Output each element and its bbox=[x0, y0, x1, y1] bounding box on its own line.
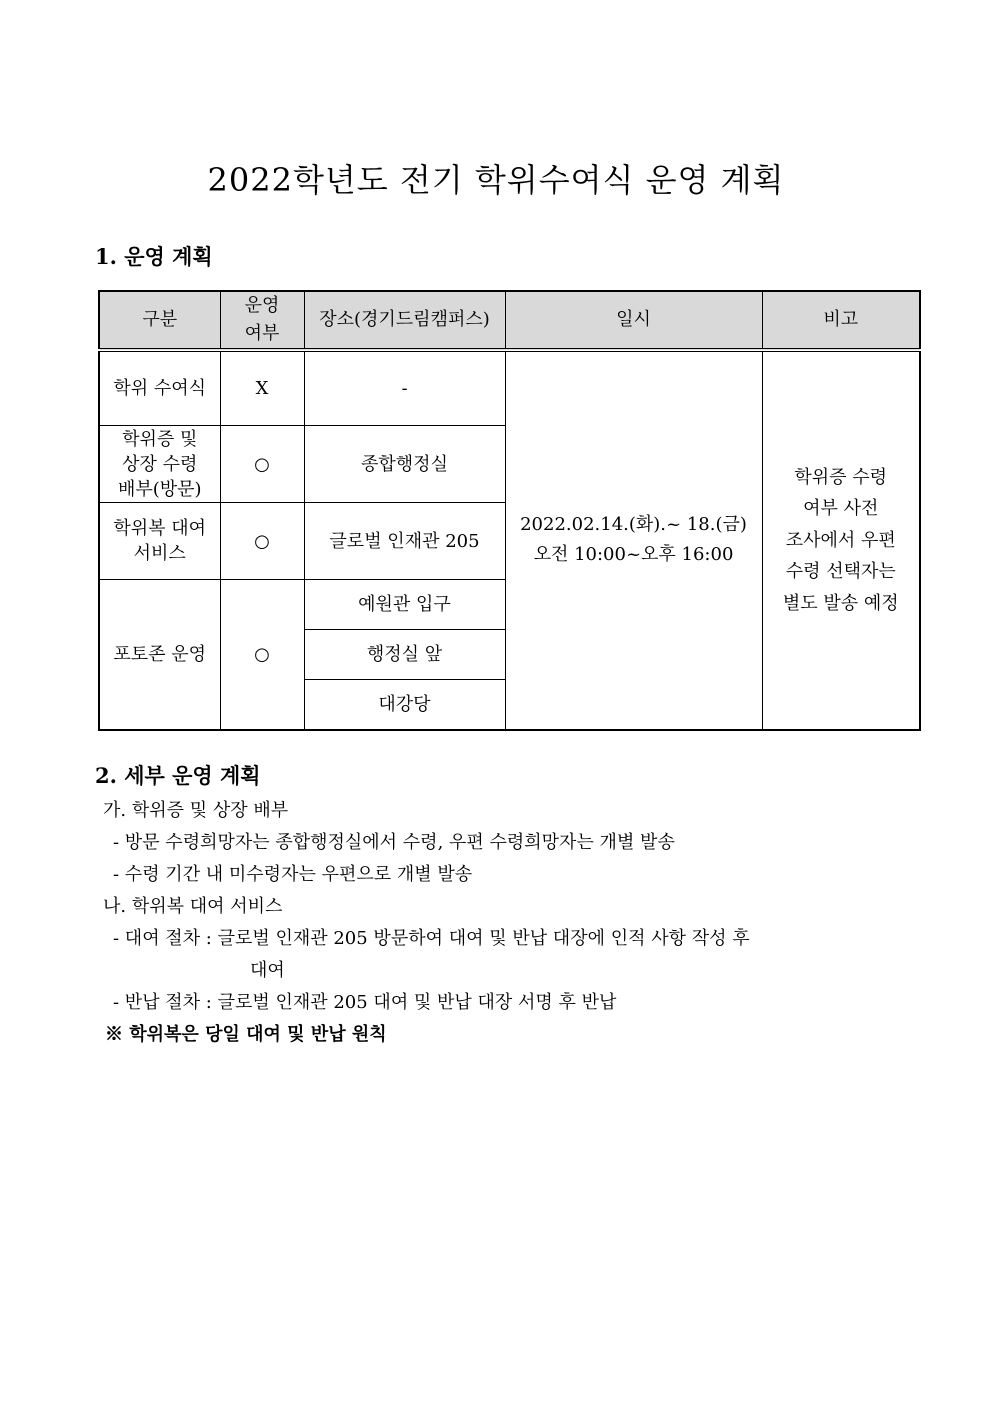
row-category: 포토존 운영 bbox=[99, 580, 220, 730]
section-heading-detail-plan: 2. 세부 운영 계획 bbox=[95, 763, 261, 788]
table-header-row bbox=[99, 291, 920, 350]
header-operate: 운영 여부 bbox=[220, 291, 304, 350]
row-place: 대강당 bbox=[304, 680, 505, 730]
list-item: - 대여 절차 : 글로벌 인재관 205 방문하여 대여 및 반납 대장에 인적 사항 작성 후 bbox=[113, 928, 750, 949]
table-row bbox=[99, 350, 920, 426]
list-item: - 반납 절차 : 글로벌 인재관 205 대여 및 반납 대장 서명 후 반납 bbox=[113, 992, 617, 1013]
page-title: 2022학년도 전기 학위수여식 운영 계획 bbox=[207, 161, 785, 199]
header-category: 구분 bbox=[99, 291, 220, 350]
row-place: 종합행정실 bbox=[304, 426, 505, 503]
header-datetime: 일시 bbox=[505, 291, 762, 350]
row-operate: ○ bbox=[220, 503, 304, 580]
header-note: 비고 bbox=[762, 291, 920, 350]
detail-plan-list bbox=[95, 795, 915, 1051]
row-operate: ○ bbox=[220, 426, 304, 503]
row-operate: X bbox=[220, 350, 304, 426]
row-place: - bbox=[304, 350, 505, 426]
list-item: 가. 학위증 및 상장 배부 bbox=[103, 800, 289, 821]
row-place: 글로벌 인재관 205 bbox=[304, 503, 505, 580]
row-operate: ○ bbox=[220, 580, 304, 730]
list-item: - 방문 수령희망자는 종합행정실에서 수령, 우편 수령희망자는 개별 발송 bbox=[113, 832, 675, 853]
list-item: 대여 bbox=[250, 960, 285, 981]
section-heading-operation-plan: 1. 운영 계획 bbox=[95, 244, 213, 269]
list-item: - 수령 기간 내 미수령자는 우편으로 개별 발송 bbox=[113, 864, 473, 885]
row-category: 학위증 및 상장 수령 배부(방문) bbox=[99, 426, 220, 503]
row-place: 행정실 앞 bbox=[304, 630, 505, 680]
operation-plan-table bbox=[98, 290, 921, 731]
list-item: 나. 학위복 대여 서비스 bbox=[103, 896, 283, 917]
notice-text: ※ 학위복은 당일 대여 및 반납 원칙 bbox=[105, 1024, 387, 1045]
row-place: 예원관 입구 bbox=[304, 580, 505, 630]
note-cell: 학위증 수령 여부 사전 조사에서 우편 수령 선택자는 별도 발송 예정 bbox=[762, 350, 920, 730]
row-category: 학위복 대여 서비스 bbox=[99, 503, 220, 580]
row-category: 학위 수여식 bbox=[99, 350, 220, 426]
header-place: 장소(경기드림캠퍼스) bbox=[304, 291, 505, 350]
datetime-cell: 2022.02.14.(화).~ 18.(금) 오전 10:00~오후 16:00 bbox=[505, 350, 762, 730]
